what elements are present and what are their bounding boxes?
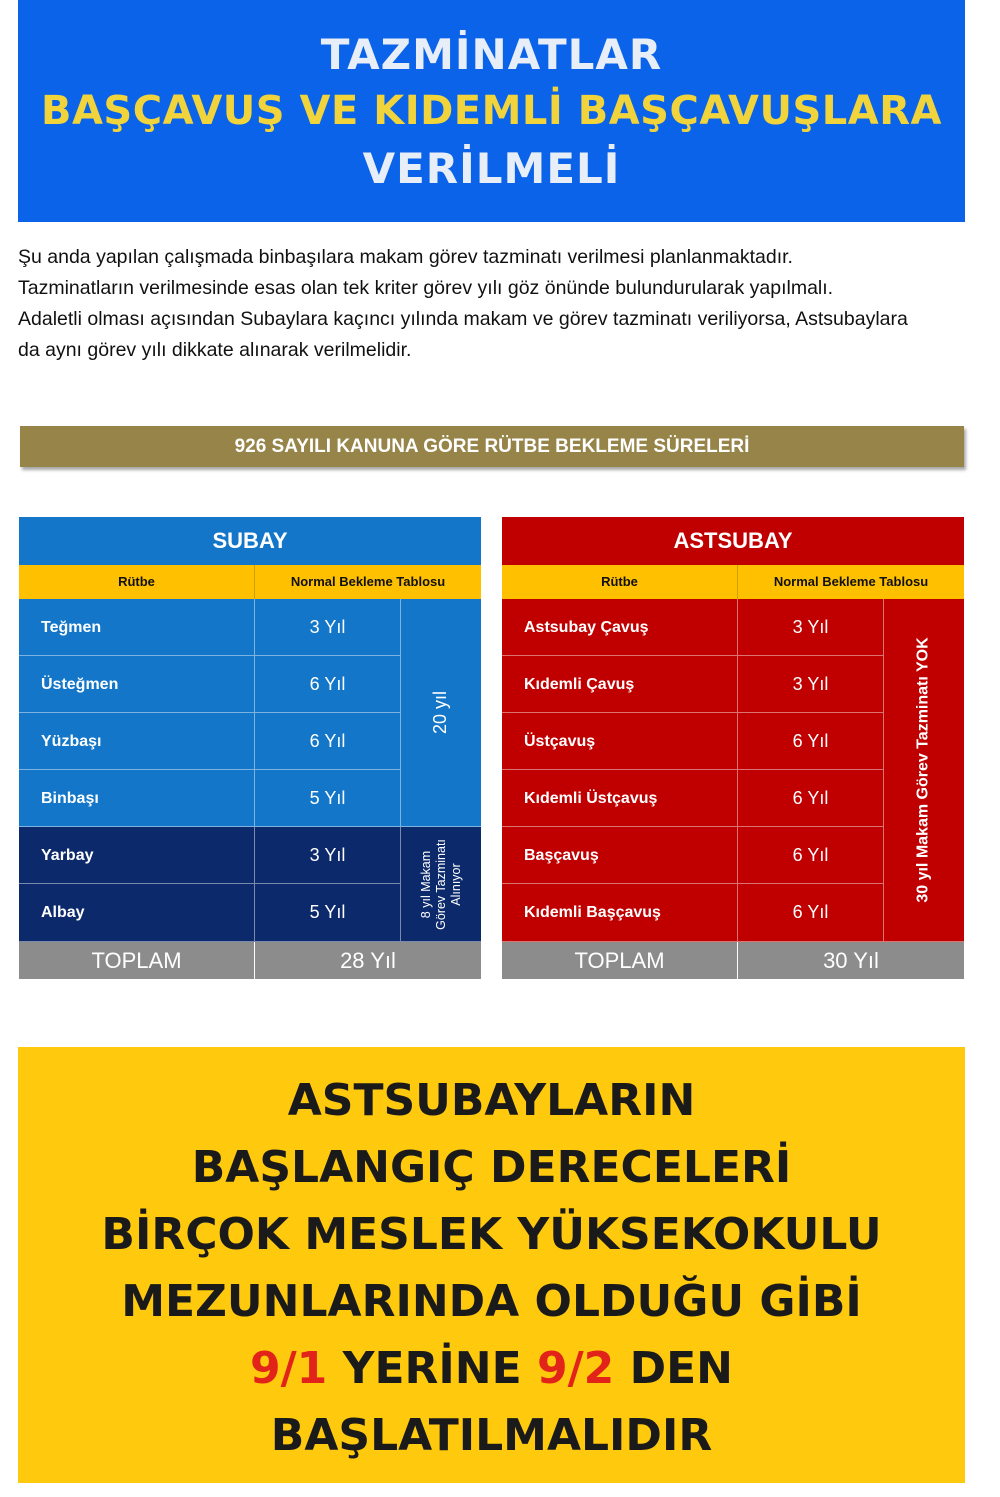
subay-years-cell: 5 Yıl bbox=[255, 770, 401, 827]
astsubay-years-cell: 6 Yıl bbox=[738, 884, 884, 942]
subay-8-year-label bbox=[419, 839, 464, 930]
top-banner bbox=[18, 0, 965, 222]
astsubay-rank-cell: Başçavuş bbox=[502, 827, 738, 884]
astsubay-rank-cell: Astsubay Çavuş bbox=[502, 599, 738, 656]
subay-years-cell: 3 Yıl bbox=[255, 599, 401, 656]
bottom-banner bbox=[18, 1047, 965, 1483]
intro-line: Tazminatların verilmesinde esas olan tek kriter görev yılı göz önünde bulundurularak yapılmalı. bbox=[18, 277, 834, 299]
astsubay-years-cell: 6 Yıl bbox=[738, 713, 884, 770]
astsubay-side-group bbox=[884, 599, 964, 942]
intro-line: Şu anda yapılan çalışmada binbaşılara makam görev tazminatı verilmesi planlanmaktadır. bbox=[18, 246, 793, 268]
bottom-banner-line3: BİRÇOK MESLEK YÜKSEKOKULU bbox=[101, 1209, 882, 1260]
astsubay-years-cell: 3 Yıl bbox=[738, 599, 884, 656]
subay-years-cell: 6 Yıl bbox=[255, 713, 401, 770]
astsubay-rank-cell: Kıdemli Çavuş bbox=[502, 656, 738, 713]
subay-20-year-group bbox=[401, 599, 481, 827]
bottom-banner-line6: BAŞLATILMALIDIR bbox=[270, 1410, 713, 1461]
subay-20-year-label: 20 yıl bbox=[430, 690, 451, 735]
astsubay-years-cell: 6 Yıl bbox=[738, 827, 884, 884]
new-grade-text: 9/2 bbox=[536, 1343, 615, 1394]
bottom-banner-line1: ASTSUBAYLARIN bbox=[287, 1075, 696, 1126]
bottom-banner-line2: BAŞLANGIÇ DERECELERİ bbox=[191, 1142, 792, 1193]
subay-rank-cell: Yüzbaşı bbox=[19, 713, 255, 770]
subay-rank-cell: Teğmen bbox=[19, 599, 255, 656]
subay-rank-cell: Üsteğmen bbox=[19, 656, 255, 713]
from-text: DEN bbox=[614, 1343, 734, 1394]
subay-years-cell: 5 Yıl bbox=[255, 884, 401, 942]
banner-title-line1: TAZMİNATLAR bbox=[320, 30, 663, 79]
subay-col-table: Normal Bekleme Tablosu bbox=[255, 565, 481, 599]
astsubay-side-label: 30 yıl Makam Görev Tazminatı YOK bbox=[915, 637, 933, 903]
astsubay-table-title: ASTSUBAY bbox=[502, 517, 964, 565]
astsubay-years-cell: 6 Yıl bbox=[738, 770, 884, 827]
subay-rank-cell: Binbaşı bbox=[19, 770, 255, 827]
intro-line: Adaletli olması açısından Subaylara kaçıncı yılında makam ve görev tazminatı veriliyorsa, Astsubaylara bbox=[18, 308, 908, 330]
intro-paragraph bbox=[18, 242, 978, 366]
astsubay-col-rank: Rütbe bbox=[502, 565, 738, 599]
astsubay-col-table: Normal Bekleme Tablosu bbox=[738, 565, 964, 599]
astsubay-table bbox=[502, 517, 964, 979]
astsubay-rank-cell: Kıdemli Üstçavuş bbox=[502, 770, 738, 827]
subay-total-label: TOPLAM bbox=[19, 942, 255, 979]
astsubay-rank-cell: Kıdemli Başçavuş bbox=[502, 884, 738, 942]
subay-years-cell: 3 Yıl bbox=[255, 827, 401, 884]
banner-title-line3: VERİLMELİ bbox=[362, 144, 621, 193]
instead-text: YERİNE bbox=[327, 1343, 537, 1394]
subay-col-rank: Rütbe bbox=[19, 565, 255, 599]
astsubay-total-value: 30 Yıl bbox=[738, 942, 964, 979]
subay-8-year-line: 8 yıl Makam bbox=[418, 850, 433, 918]
subay-rank-cell: Yarbay bbox=[19, 827, 255, 884]
subay-8-year-group bbox=[401, 827, 481, 942]
subay-years-cell: 6 Yıl bbox=[255, 656, 401, 713]
subay-rank-cell: Albay bbox=[19, 884, 255, 942]
astsubay-rank-cell: Üstçavuş bbox=[502, 713, 738, 770]
subay-table bbox=[19, 517, 481, 979]
old-grade-text: 9/1 bbox=[249, 1343, 328, 1394]
astsubay-years-cell: 3 Yıl bbox=[738, 656, 884, 713]
subay-table-title: SUBAY bbox=[19, 517, 481, 565]
intro-line: da aynı görev yılı dikkate alınarak verilmelidir. bbox=[18, 339, 412, 361]
subay-total-value: 28 Yıl bbox=[255, 942, 481, 979]
banner-title-line2: BAŞÇAVUŞ VE KIDEMLİ BAŞÇAVUŞLARA bbox=[40, 88, 943, 134]
subay-8-year-line: Alınıyor bbox=[448, 862, 463, 906]
subay-8-year-line: Görev Tazminatı bbox=[433, 838, 448, 930]
bottom-banner-line5 bbox=[18, 1343, 965, 1394]
bottom-banner-line4: MEZUNLARINDA OLDUĞU GİBİ bbox=[121, 1276, 862, 1327]
section-title-bar: 926 SAYILI KANUNA GÖRE RÜTBE BEKLEME SÜRELERİ bbox=[20, 426, 964, 467]
astsubay-total-label: TOPLAM bbox=[502, 942, 738, 979]
